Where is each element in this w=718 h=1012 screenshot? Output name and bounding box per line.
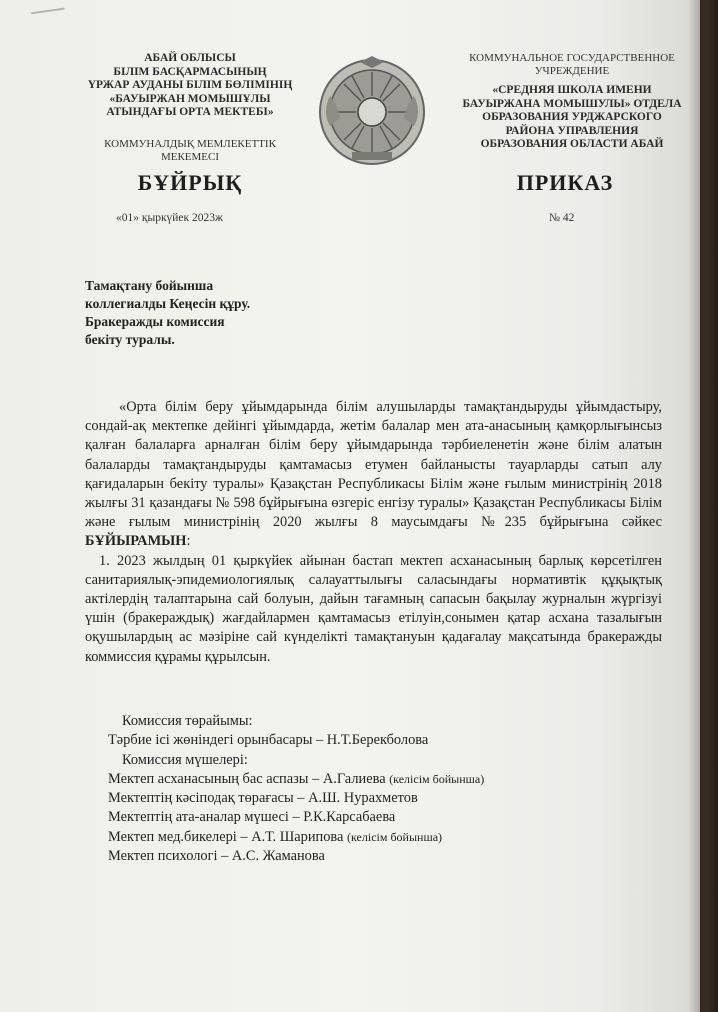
subject-line: Бракеражды комиссия [85,314,225,329]
subject-line: коллегиалды Кеңесін құру. [85,296,251,311]
member-text: Мектеп асханасының бас аспазы – А.Галиева [108,770,390,787]
member-entry [108,770,668,789]
header-kz-sub [80,138,300,164]
member-entry [108,808,668,827]
member-text: Мектептің ата-аналар мүшесі – Р.К.Карсабаева [108,809,396,826]
member-text: Мектеп психологі – А.С. Жаманова [108,848,325,865]
header-ru-line: РАЙОНА УПРАВЛЕНИЯ [505,124,639,137]
header-ru [452,84,692,152]
order-word: БҰЙЫРАМЫН [85,533,187,550]
header-kz-line: АТЫНДАҒЫ ОРТА МЕКТЕБІ» [106,106,274,118]
header-ru-top-line: КОММУНАЛЬНОЕ ГОСУДАРСТВЕННОЕ [469,52,675,64]
header-ru-line: ОБРАЗОВАНИЯ ОБЛАСТИ АБАЙ [480,138,664,150]
header-kz [80,52,300,120]
order-subject [85,277,365,349]
header-kz-line: БІЛІМ БАСҚАРМАСЫНЫҢ [113,65,267,78]
header-kz-line: «БАУЫРЖАН МОМЫШҰЛЫ [109,92,271,105]
member-entry [108,789,668,808]
member-note: (келісім бойынша) [347,829,443,844]
state-emblem-icon [316,56,428,168]
member-entry [108,828,668,847]
subject-line: Тамақтану бойынша [85,278,214,293]
header-ru-top [452,52,692,78]
header-ru-top-line: УЧРЕЖДЕНИЕ [534,65,610,77]
preamble-paragraph [85,398,662,552]
header-ru-line: «СРЕДНЯЯ ШКОЛА ИМЕНИ [492,84,652,96]
order-body [85,398,662,667]
chair-label: Комиссия төрайымы: [122,713,253,729]
subject-line: бекіту туралы. [85,332,175,347]
member-text: Мектептің кәсіподақ төрағасы – А.Ш. Нурахметов [108,790,418,807]
members-label: Комиссия мүшелері: [122,751,248,768]
header-kz-sub-line: МЕКЕМЕСІ [160,151,220,163]
header-ru-line: ОБРАЗОВАНИЯ УРДЖАРСКОГО [482,111,662,123]
chair-entry: Тәрбие ісі жөніндегі орынбасары – Н.Т.Берекболова [108,732,429,749]
order-date: «01» қыркүйек 2023ж [116,212,223,224]
header-kz-line: ҮРЖАР АУДАНЫ БІЛІМ БӨЛІМІНІҢ [87,79,293,91]
title-kz: БҰЙРЫҚ [137,170,243,195]
header-kz-sub-line: КОММУНАЛДЫҚ МЕМЛЕКЕТТІК [104,138,276,150]
header-ru-line: БАУЫРЖАНА МОМЫШУЛЫ» ОТДЕЛА [462,97,682,110]
commission-list [108,712,668,866]
title-ru: ПРИКАЗ [516,170,614,195]
order-colon: : [186,533,191,550]
member-text: Мектеп мед.бикелері – А.Т. Шарипова [108,828,348,845]
page-edge-shadow [688,0,718,1012]
pen-mark [29,0,64,14]
header-kz-line: АБАЙ ОБЛЫСЫ [144,52,236,64]
member-entry [108,847,668,866]
preamble-text: «Орта білім беру ұйымдарында білім алушыларды тамақтандыруды ұйымдастыру, сондай-ақ мектепке дейінгі ұйымдарда, жетім балалар мен ата-анасының қамқорлығынсыз қалған балаларға арналған білім беру ұйымдарында тәрбиеленетін және білім алатын балаларды тамақтандыруды қамтамасыз етумен байланысты тауарларды сатып алу қағидаларын бекіту туралы» Қазақстан Республикасы Білім және ғылым министрінің 2018 жылғы 31 қазандағы № 598 бұйрығына өзгеріс енгізу туралы» Қазақстан Республикасы Білім және ғылым министрінің 2020 жылғы 8 маусымдағы №235 бұйрығына сәйкес [85,399,662,531]
member-note: (келісім бойынша) [389,771,485,786]
item-1-paragraph: 1. 2023 жылдың 01 қыркүйек айынан бастап мектеп асханасының барлық көрсетілген санитариялық-эпидемиологиялық салауаттылығы саласындағы нормативтік құқықтық актілердің талаптарына сай болуын, дайын тағамның сапасын бақылау журналын жүргізуі үшін (бракераждық) жағдайлармен қамтамасыз етілуін,сонымен қатар асхана тазалығын оқушылардың ас мәзіріне сай күнделікті тамақтануын қадағалау мақсатында бракеражды коммиссия құрамы құрылсын. [85,552,662,665]
order-number: № 42 [549,212,575,224]
